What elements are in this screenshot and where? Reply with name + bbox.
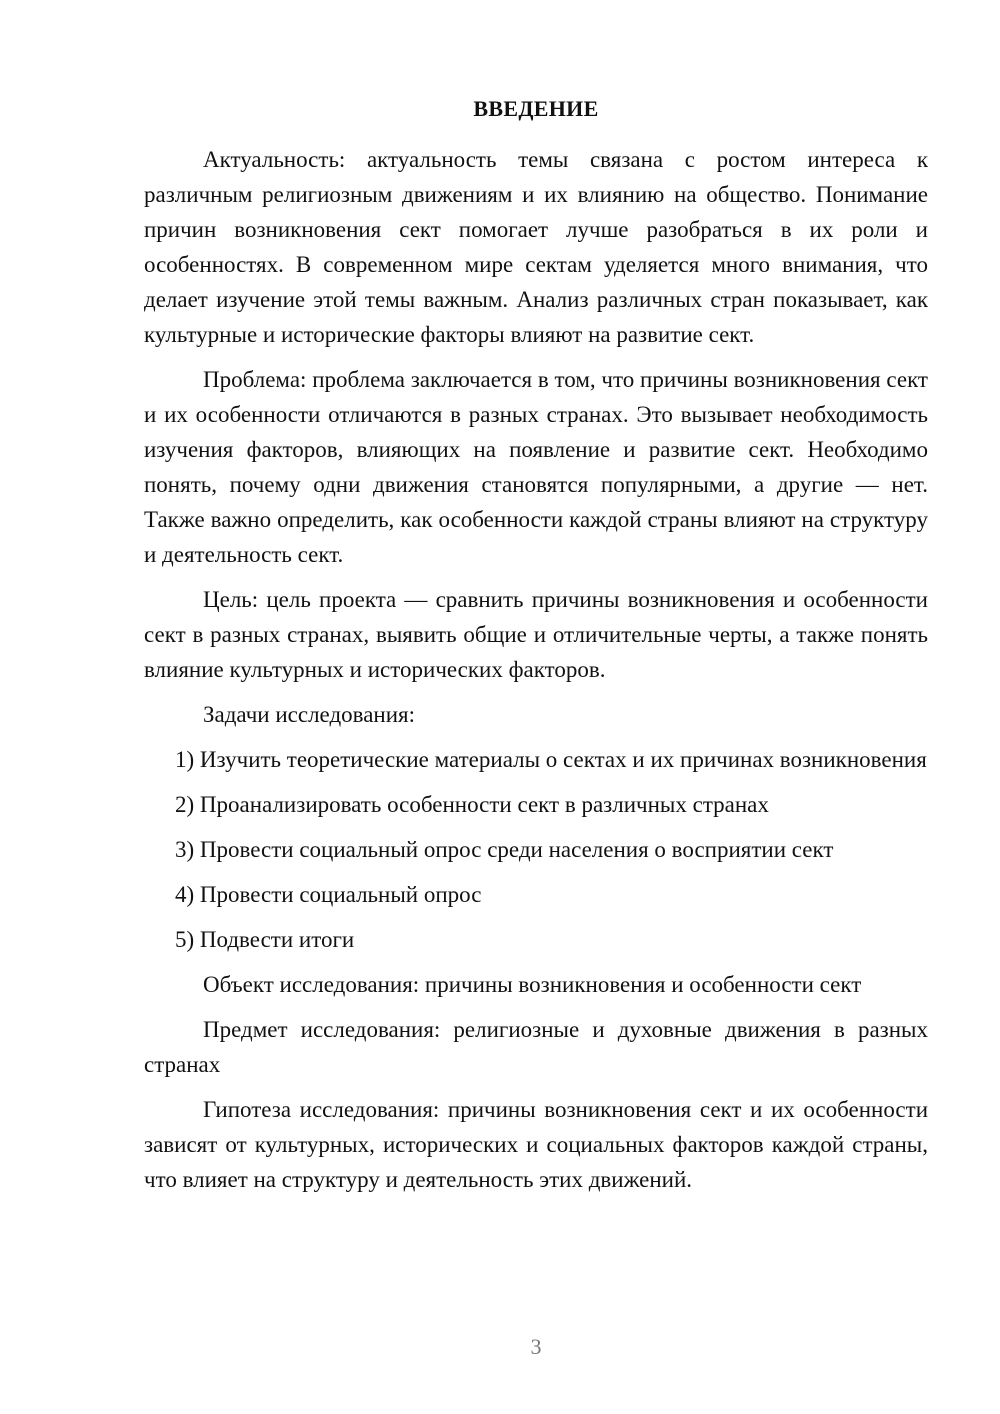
page-title: ВВЕДЕНИЕ (473, 96, 599, 121)
page-number: 3 (530, 1334, 542, 1359)
tasks-label: Задачи исследования: (203, 702, 416, 727)
task-item: 2) Проанализировать особенности сект в различных странах (175, 792, 769, 817)
object-paragraph: Объект исследования: причины возникновения и особенности сект (203, 972, 862, 997)
problem-paragraph: Проблема: проблема заключается в том, что причины возникновения сект и их особенности отличаются в разных странах. Это вызывает необходимость изучения факторов, влияющих на появление и развитие сект. Необходимо понять, почему одни движения становятся популярными, а другие — нет. Также важно определить, как особенности каждой страны влияют на структуру и деятельность сект. (144, 367, 928, 567)
hypothesis-paragraph: Гипотеза исследования: причины возникновения сект и их особенности зависят от культурных, исторических и социальных факторов каждой страны, что влияет на структуру и деятельность этих движений. (144, 1097, 928, 1192)
page-content (144, 94, 928, 1197)
subject-paragraph: Предмет исследования: религиозные и духовные движения в разных странах (144, 1017, 928, 1077)
task-item: 4) Провести социальный опрос (175, 882, 482, 907)
task-item: 5) Подвести итоги (175, 927, 355, 952)
goal-paragraph: Цель: цель проекта — сравнить причины возникновения и особенности сект в разных странах, выявить общие и отличительные черты, а также понять влияние культурных и исторических факторов. (144, 587, 928, 682)
relevance-paragraph: Актуальность: актуальность темы связана с ростом интереса к различным религиозным движениям и их влиянию на общество. Понимание причин возникновения сект помогает лучше разобраться в их роли и особенностях. В современном мире сектам уделяется много внимания, что делает изучение этой темы важным. Анализ различных стран показывает, как культурные и исторические факторы влияют на развитие сект. (144, 147, 928, 347)
task-item: 3) Провести социальный опрос среди населения о восприятии сект (175, 837, 834, 862)
task-item: 1) Изучить теоретические материалы о сектах и их причинах возникновения (175, 747, 927, 772)
